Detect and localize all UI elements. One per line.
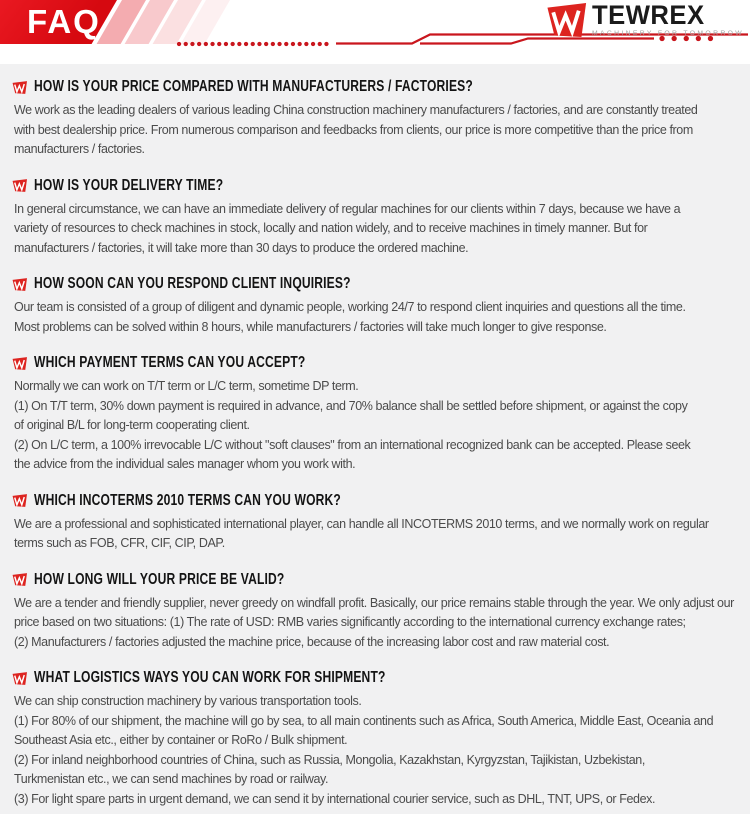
faq-question-row — [12, 354, 738, 372]
answer-line: the advice from the individual sales manager whom you work with. — [14, 457, 356, 471]
brand-name: TEWREX — [591, 0, 705, 30]
faq-section — [12, 275, 738, 337]
answer-line: Normally we can work on T/T term or L/C term, sometime DP term. — [14, 379, 359, 393]
faq-question-row — [12, 669, 738, 687]
tewrex-w-icon — [12, 81, 27, 94]
brand-logo-text — [592, 2, 744, 37]
answer-line: (1) For 80% of our shipment, the machine will go by sea, to all main continents such as Africa, South America, Middle East, Oceania and — [14, 713, 714, 728]
answer-line: variety of resources to check machines in stock, locally and nation widely, and to receive machines in timely manner. But for — [14, 221, 648, 235]
faq-answer — [12, 692, 738, 809]
answer-line: (3) For light spare parts in urgent demand, we can send it by international courier service, such as DHL, TNT, UPS, or Fedex. — [14, 791, 656, 806]
faq-question: WHICH PAYMENT TERMS CAN YOU ACCEPT? — [34, 354, 306, 371]
answer-line: (1) On T/T term, 30% down payment is required in advance, and 70% balance shall be settled before shipment, or against the copy — [14, 398, 688, 413]
faq-section — [12, 354, 738, 475]
tewrex-w-icon — [545, 3, 587, 37]
answer-line: terms such as FOB, CFR, CIF, CIP, DAP. — [14, 536, 225, 550]
zigzag-line-lower — [420, 39, 654, 44]
answer-line: with best dealership price. From numerous comparison and feedbacks from clients, our price is more competitive than the price from — [14, 122, 693, 137]
answer-line: (2) For inland neighborhood countries of China, such as Russia, Mongolia, Kazakhstan, Kyrgyzstan, Tajikistan, Uzbekistan, — [14, 752, 645, 767]
faq-question: HOW SOON CAN YOU RESPOND CLIENT INQUIRIES? — [34, 275, 351, 292]
answer-line: (2) Manufacturers / factories adjusted the machine price, because of the increasing labor cost and raw material cost. — [14, 634, 610, 649]
tewrex-w-icon — [12, 357, 27, 370]
faq-answer — [12, 594, 738, 653]
faq-question: WHAT LOGISTICS WAYS YOU CAN WORK FOR SHIPMENT? — [34, 669, 386, 686]
faq-answer — [12, 298, 738, 337]
faq-section — [12, 492, 738, 554]
faq-question-row — [12, 78, 738, 96]
answer-line: manufacturers / factories. — [14, 142, 145, 156]
faq-question: HOW IS YOUR PRICE COMPARED WITH MANUFACTURERS / FACTORIES? — [34, 78, 473, 95]
faq-section — [12, 78, 738, 160]
answer-line: Turkmenistan etc., we can send machines by road or railway. — [14, 772, 329, 786]
faq-question-row — [12, 177, 738, 195]
answer-line: We are a tender and friendly supplier, never greedy on windfall profit. Basically, our price remains stable through the year. We only adjust our — [14, 595, 734, 610]
faq-list — [0, 64, 750, 814]
tewrex-w-icon — [12, 278, 27, 291]
tewrex-w-icon — [12, 179, 27, 192]
answer-line: manufacturers / factories, it will take more than 30 days to produce the ordered machine. — [14, 240, 469, 255]
faq-answer — [12, 200, 738, 259]
answer-line: In general circumstance, we can have an immediate delivery of regular machines for our clients within 7 days, because we have a — [14, 201, 681, 216]
page-header — [0, 0, 750, 64]
answer-line: We can ship construction machinery by various transportation tools. — [14, 694, 362, 708]
answer-line: Southeast Asia etc., either by container or RoRo / Bulk shipment. — [14, 733, 348, 747]
answer-line: Most problems can be solved within 8 hours, while manufacturers / factories will take much longer to give response. — [14, 319, 607, 334]
faq-section — [12, 571, 738, 653]
answer-line: (2) On L/C term, a 100% irrevocable L/C without "soft clauses" from an international recognized bank can be accepted. Please seek — [14, 437, 691, 452]
tewrex-w-icon — [12, 573, 27, 586]
faq-section — [12, 177, 738, 259]
faq-section — [12, 669, 738, 809]
faq-answer — [12, 515, 738, 554]
answer-line: We work as the leading dealers of various leading China construction machinery manufacturers / factories, and are constantly treated — [14, 103, 698, 117]
faq-question-row — [12, 275, 738, 293]
faq-question-row — [12, 492, 738, 510]
answer-line: of original B/L for long-term cooperating client. — [14, 418, 250, 432]
faq-answer — [12, 101, 738, 160]
faq-question: WHICH INCOTERMS 2010 TERMS CAN YOU WORK? — [34, 491, 341, 509]
answer-line: We are a professional and sophisticated international player, can handle all INCOTERMS 2010 terms, and we normally work on regular — [14, 516, 709, 531]
faq-question: HOW IS YOUR DELIVERY TIME? — [34, 176, 224, 194]
page-title: FAQ — [27, 3, 101, 40]
brand-logo — [545, 2, 744, 37]
faq-answer — [12, 377, 738, 475]
brand-tagline: MACHINERY FOR TOMORROW — [591, 30, 744, 37]
faq-question: HOW LONG WILL YOUR PRICE BE VALID? — [34, 570, 285, 588]
faq-banner — [0, 0, 300, 50]
answer-line: Our team is consisted of a group of diligent and dynamic people, working 24/7 to respond client inquiries and questions all the time. — [14, 300, 686, 314]
answer-line: price based on two situations: (1) The rate of USD: RMB varies significantly according to the international currency exchange rates; — [14, 615, 686, 629]
tewrex-w-icon — [12, 672, 27, 685]
tewrex-w-icon — [12, 494, 27, 507]
faq-question-row — [12, 571, 738, 589]
